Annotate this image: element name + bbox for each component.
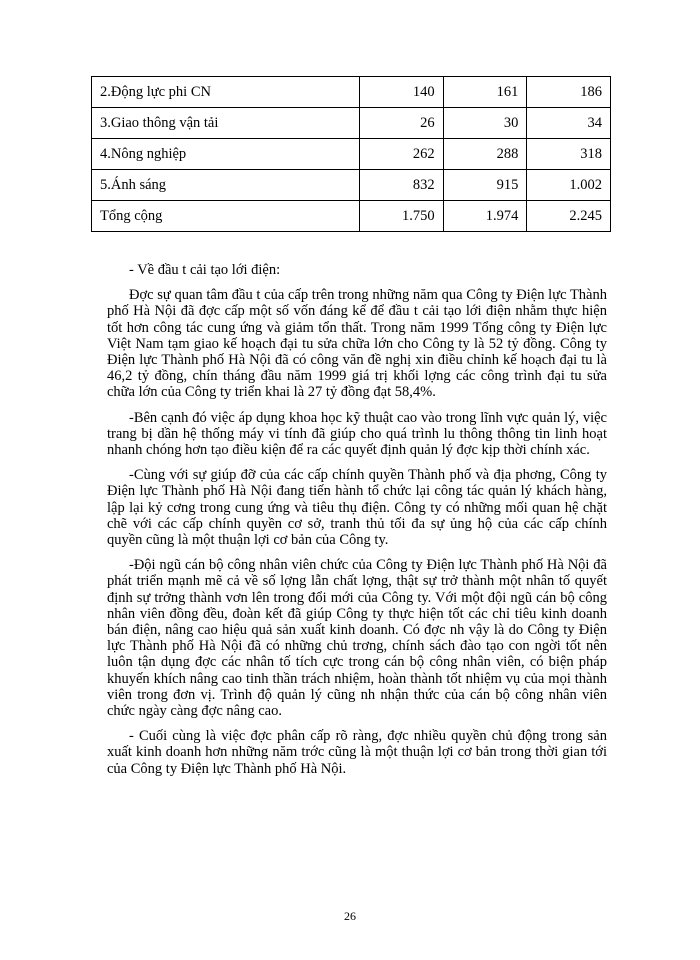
paragraph: - Cuối cùng là việc đợc phân cấp rõ ràng, đợc nhiều quyền chủ động trong sản xuất kinh doanh hơn những năm trớc cũng là một thuận lợi cơ bản trong thời gian tới của Công ty Điện lực Thành phố Hà Nội. bbox=[107, 728, 607, 777]
row-label: 2.Động lực phi CN bbox=[92, 77, 360, 108]
row-value-3: 186 bbox=[527, 77, 611, 108]
row-value-2: 161 bbox=[443, 77, 527, 108]
table-row bbox=[92, 139, 611, 170]
table-body bbox=[92, 77, 611, 232]
row-label: 3.Giao thông vận tải bbox=[92, 108, 360, 139]
row-label: 4.Nông nghiệp bbox=[92, 139, 360, 170]
row-value-1: 832 bbox=[360, 170, 444, 201]
row-value-1: 1.750 bbox=[360, 201, 444, 232]
row-value-3: 2.245 bbox=[527, 201, 611, 232]
body-text bbox=[107, 262, 607, 786]
row-value-1: 140 bbox=[360, 77, 444, 108]
row-label: 5.Ánh sáng bbox=[92, 170, 360, 201]
table-row bbox=[92, 77, 611, 108]
table-row bbox=[92, 170, 611, 201]
row-value-2: 288 bbox=[443, 139, 527, 170]
paragraph: Đợc sự quan tâm đầu t của cấp trên trong những năm qua Công ty Điện lực Thành phố Hà Nội đã đợc cấp một số vốn đáng kể để đầu t cải tạo lới điện nhằm thực hiện tốt hơn công tác cung ứng và giảm tổn thất. Trong năm 1999 Tổng công ty Điện lực Việt Nam tạm giao kế hoạch đại tu sửa chữa lớn cho Công ty là 52 tỷ đồng. Công ty Điện lực Thành phố Hà Nội đã có công văn đề nghị xin điều chỉnh kế hoạch đại tu là 46,2 tỷ đồng, chín tháng đầu năm 1999 giá trị khối lợng các công trình đại tu sửa chữa lớn của Công ty triển khai là 27 tỷ đồng đạt 58,4%. bbox=[107, 287, 607, 401]
row-value-1: 262 bbox=[360, 139, 444, 170]
section-heading: - Về đầu t cải tạo lới điện: bbox=[129, 262, 281, 278]
page-number: 26 bbox=[344, 909, 356, 923]
row-value-2: 30 bbox=[443, 108, 527, 139]
row-value-2: 915 bbox=[443, 170, 527, 201]
row-value-3: 1.002 bbox=[527, 170, 611, 201]
paragraph: -Bên cạnh đó việc áp dụng khoa học kỹ thuật cao vào trong lĩnh vực quản lý, việc trang bị dần hệ thống máy vi tính đã giúp cho quá trình lu thông thông tin linh hoạt nhanh chóng hơn tạo điều kiện để ra các quyết định quản lý đợc kịp thời chính xác. bbox=[107, 409, 607, 459]
table-row-total bbox=[92, 201, 611, 232]
consumption-table bbox=[91, 76, 611, 232]
row-label: Tổng cộng bbox=[92, 201, 360, 232]
row-value-3: 318 bbox=[527, 139, 611, 170]
paragraph: -Cùng với sự giúp đỡ của các cấp chính quyền Thành phố và địa phơng, Công ty Điện lực Thành phố Hà Nội đang tiến hành tổ chức lại công tác quản lý khách hàng, lập lại kỷ cơng trong cung ứng và tiêu thụ điện. Công ty có những mối quan hệ chặt chẽ với các cấp chính quyền cơ sở, tranh thủ tối đa sự ủng hộ của các cấp chính quyền cũng là một thuận lợi cơ bản của Công ty. bbox=[107, 467, 607, 549]
row-value-2: 1.974 bbox=[443, 201, 527, 232]
table-row bbox=[92, 108, 611, 139]
row-value-1: 26 bbox=[360, 108, 444, 139]
paragraph: -Đội ngũ cán bộ công nhân viên chức của Công ty Điện lực Thành phố Hà Nội đã phát triển mạnh mẽ cả về số lợng lẫn chất lợng, thật sự trở thành một nhân tố quyết định sự trởng thành vơn lên trong đổi mới của Công ty. Với một đội ngũ cán bộ công nhân viên đồng đều, đoàn kết đã giúp Công ty thực hiện tốt các chỉ tiêu kinh doanh bán điện, nâng cao hiệu quả sản xuất kinh doanh. Có đợc nh vậy là do Công ty Điện lực Thành phố Hà Nội đã có những chủ trơng, chính sách đào tạo con ngời tốt nên luôn tận dụng đợc các nhân tố tích cực trong cán bộ công nhân viên, có biện pháp khuyến khích nâng cao tinh thần trách nhiệm, hoàn thành tốt nhiệm vụ của mọi thành viên trong đơn vị. Trình độ quản lý cũng nh nhận thức của cán bộ công nhân viên chức ngày càng đợc nâng cao. bbox=[107, 557, 607, 720]
row-value-3: 34 bbox=[527, 108, 611, 139]
